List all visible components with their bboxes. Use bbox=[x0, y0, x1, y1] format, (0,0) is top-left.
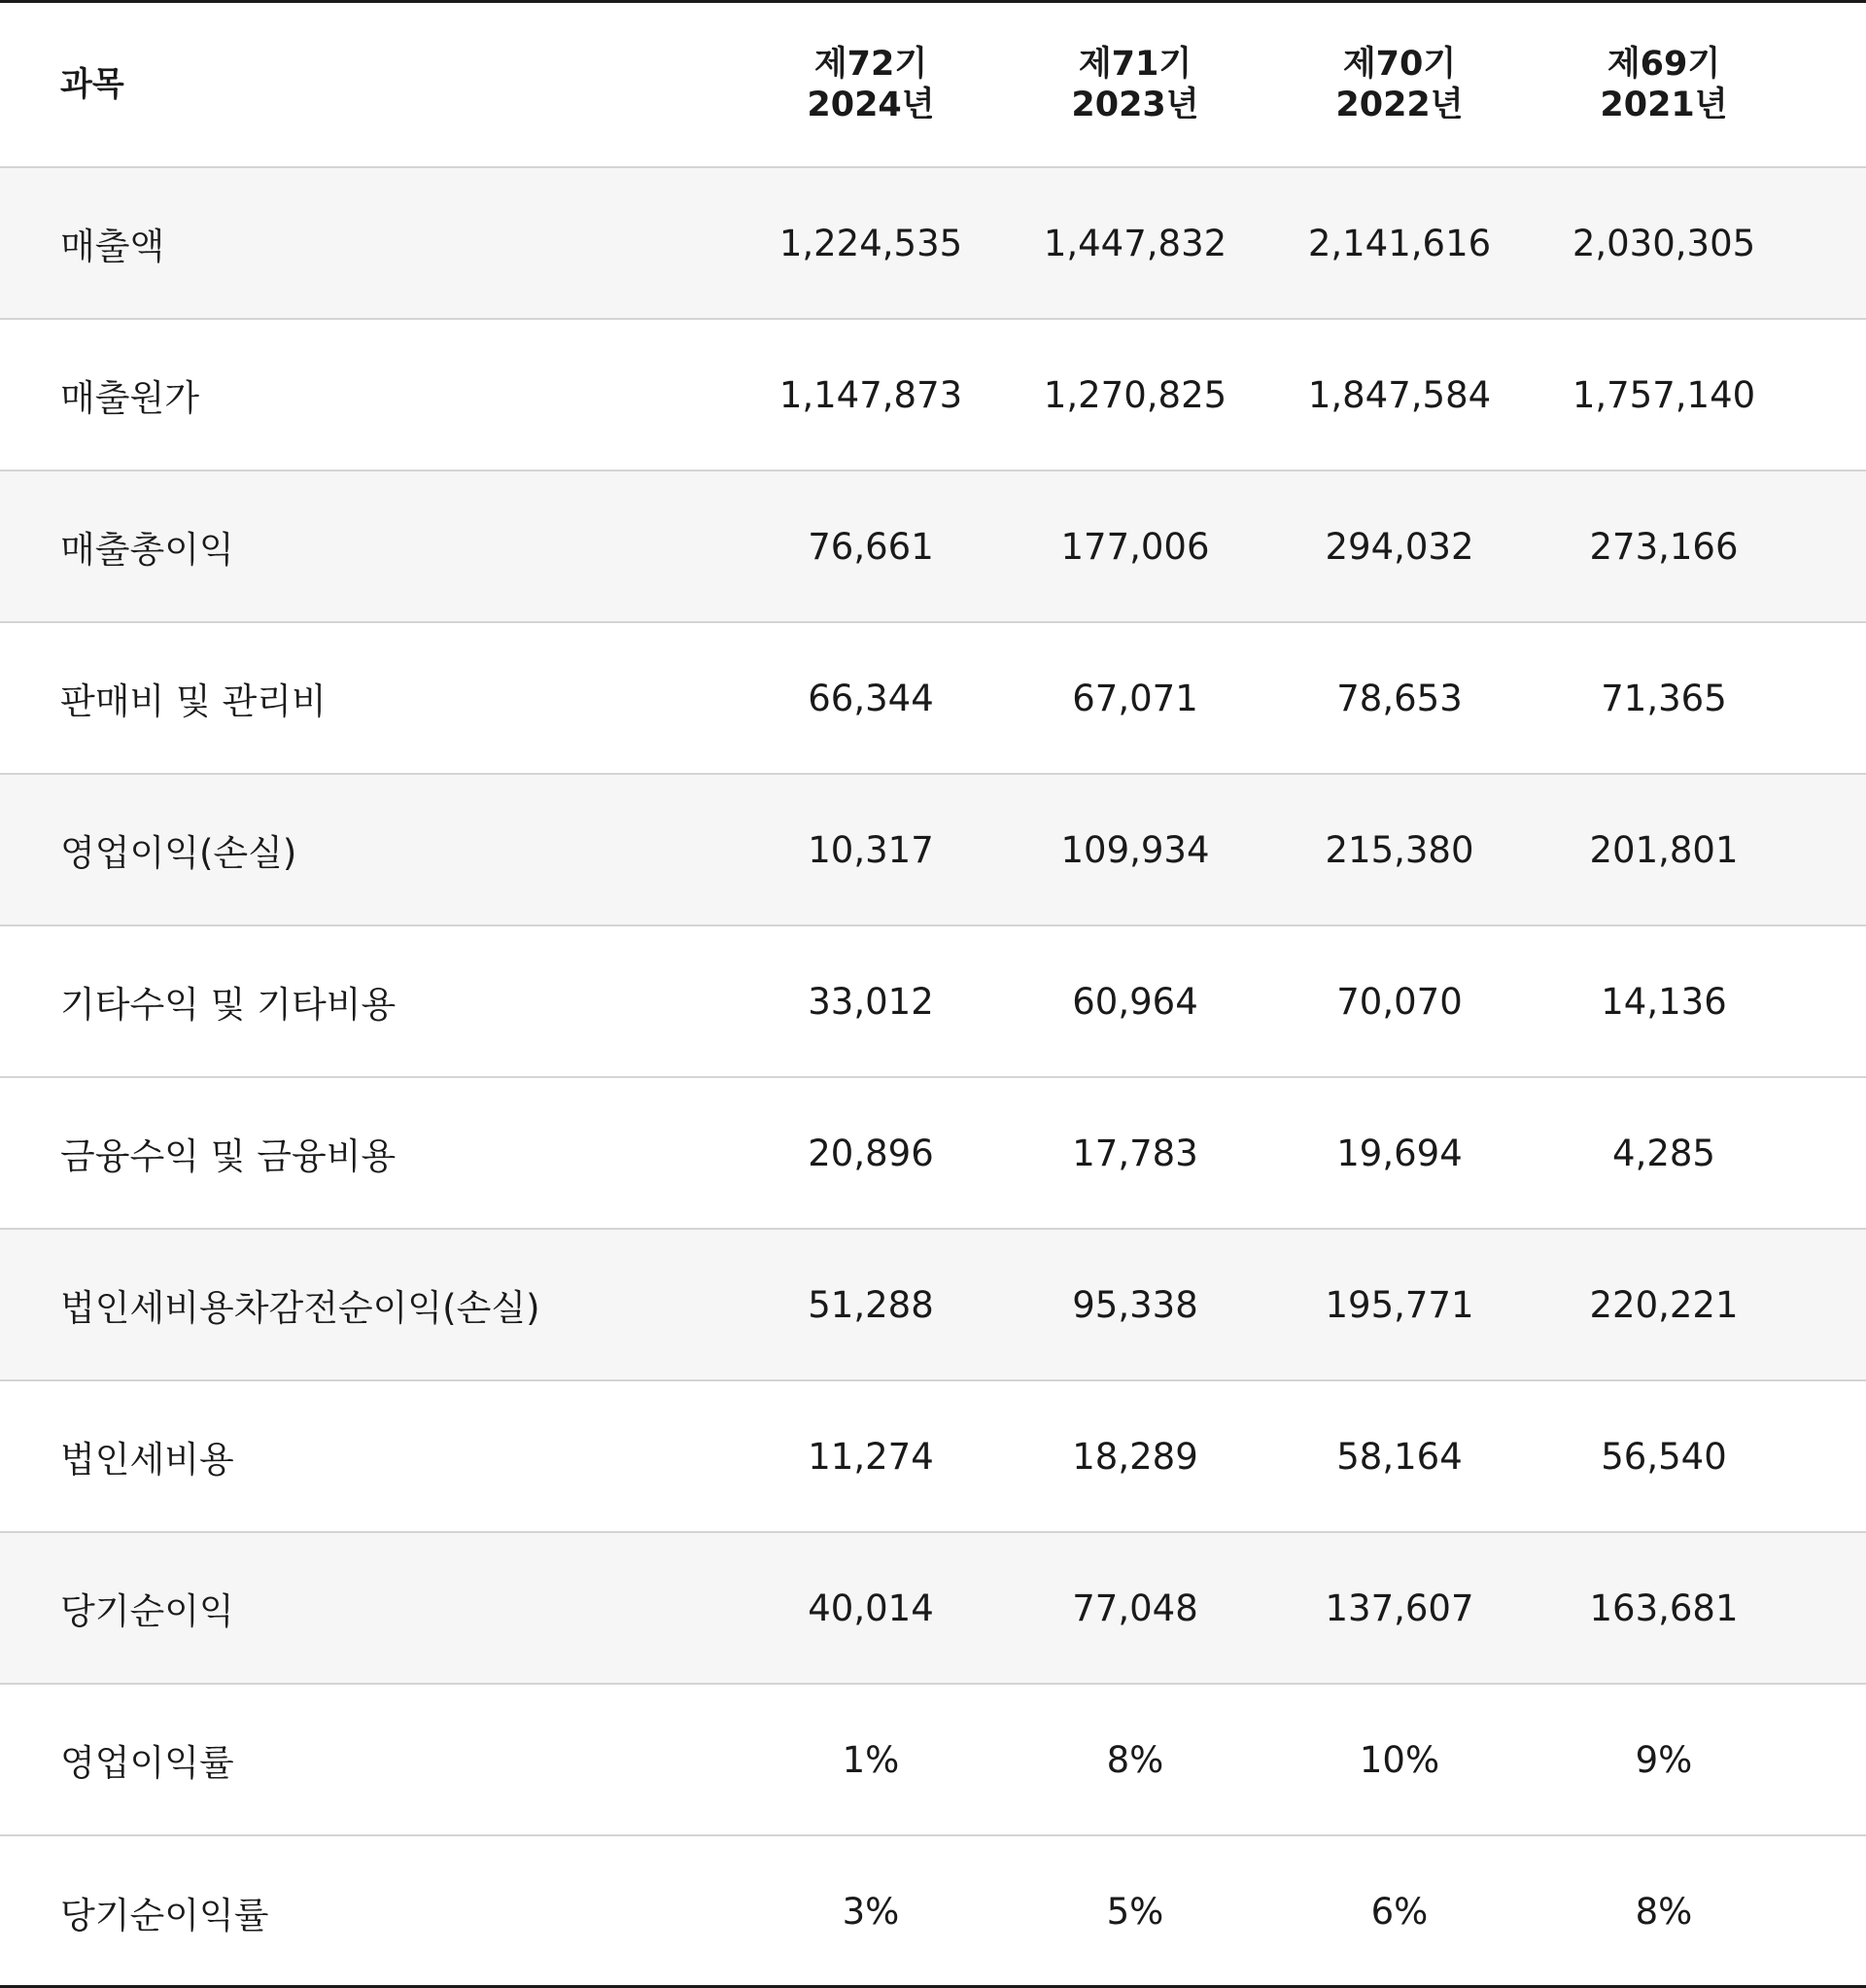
row-spacer bbox=[1796, 1229, 1866, 1380]
row-spacer bbox=[1796, 1380, 1866, 1532]
cell-2022: 2,141,616 bbox=[1267, 167, 1532, 319]
row-spacer bbox=[1796, 925, 1866, 1077]
income-statement-table bbox=[0, 3, 1866, 1987]
year-label: 2021년 bbox=[1600, 86, 1728, 124]
cell-2021: 220,221 bbox=[1532, 1229, 1796, 1380]
row-label: 매출액 bbox=[0, 167, 739, 319]
cell-2024: 1,147,873 bbox=[739, 319, 1003, 471]
row-label: 당기순이익 bbox=[0, 1532, 739, 1684]
period-label: 제69기 bbox=[1607, 45, 1721, 84]
row-label: 매출원가 bbox=[0, 319, 739, 471]
table-row bbox=[0, 167, 1866, 319]
cell-2022: 78,653 bbox=[1267, 622, 1532, 774]
cell-2024: 11,274 bbox=[739, 1380, 1003, 1532]
cell-2021: 14,136 bbox=[1532, 925, 1796, 1077]
cell-2023: 67,071 bbox=[1003, 622, 1267, 774]
table-row bbox=[0, 925, 1866, 1077]
cell-2023: 77,048 bbox=[1003, 1532, 1267, 1684]
row-spacer bbox=[1796, 167, 1866, 319]
table-row bbox=[0, 1835, 1866, 1987]
cell-2023: 1,270,825 bbox=[1003, 319, 1267, 471]
column-header-2022 bbox=[1267, 3, 1532, 167]
table-row bbox=[0, 1229, 1866, 1380]
cell-2024: 76,661 bbox=[739, 471, 1003, 622]
cell-2022: 294,032 bbox=[1267, 471, 1532, 622]
subject-column-header: 과목 bbox=[0, 3, 739, 167]
cell-2021: 9% bbox=[1532, 1684, 1796, 1835]
table-row bbox=[0, 1380, 1866, 1532]
row-spacer bbox=[1796, 622, 1866, 774]
row-spacer bbox=[1796, 471, 1866, 622]
cell-2022: 58,164 bbox=[1267, 1380, 1532, 1532]
cell-2023: 177,006 bbox=[1003, 471, 1267, 622]
table-row bbox=[0, 1684, 1866, 1835]
row-label: 영업이익률 bbox=[0, 1684, 739, 1835]
year-label: 2023년 bbox=[1071, 86, 1199, 124]
cell-2024: 33,012 bbox=[739, 925, 1003, 1077]
row-spacer bbox=[1796, 319, 1866, 471]
table-row bbox=[0, 319, 1866, 471]
row-label: 영업이익(손실) bbox=[0, 774, 739, 925]
row-label: 판매비 및 관리비 bbox=[0, 622, 739, 774]
row-spacer bbox=[1796, 1835, 1866, 1987]
row-spacer bbox=[1796, 1684, 1866, 1835]
period-label: 제70기 bbox=[1342, 45, 1457, 84]
cell-2024: 10,317 bbox=[739, 774, 1003, 925]
row-label: 기타수익 및 기타비용 bbox=[0, 925, 739, 1077]
header-spacer bbox=[1796, 3, 1866, 167]
table-header-row bbox=[0, 3, 1866, 167]
cell-2022: 70,070 bbox=[1267, 925, 1532, 1077]
cell-2024: 1% bbox=[739, 1684, 1003, 1835]
cell-2022: 137,607 bbox=[1267, 1532, 1532, 1684]
row-label: 법인세비용 bbox=[0, 1380, 739, 1532]
table-row bbox=[0, 471, 1866, 622]
table-row bbox=[0, 774, 1866, 925]
row-spacer bbox=[1796, 1532, 1866, 1684]
column-header-2021 bbox=[1532, 3, 1796, 167]
cell-2022: 10% bbox=[1267, 1684, 1532, 1835]
table-row bbox=[0, 1532, 1866, 1684]
column-header-2024 bbox=[739, 3, 1003, 167]
cell-2021: 71,365 bbox=[1532, 622, 1796, 774]
cell-2024: 66,344 bbox=[739, 622, 1003, 774]
cell-2023: 1,447,832 bbox=[1003, 167, 1267, 319]
cell-2021: 201,801 bbox=[1532, 774, 1796, 925]
cell-2023: 95,338 bbox=[1003, 1229, 1267, 1380]
cell-2024: 1,224,535 bbox=[739, 167, 1003, 319]
cell-2024: 40,014 bbox=[739, 1532, 1003, 1684]
row-spacer bbox=[1796, 1077, 1866, 1229]
column-header-2023 bbox=[1003, 3, 1267, 167]
cell-2022: 1,847,584 bbox=[1267, 319, 1532, 471]
cell-2023: 17,783 bbox=[1003, 1077, 1267, 1229]
year-label: 2024년 bbox=[807, 86, 935, 124]
cell-2021: 1,757,140 bbox=[1532, 319, 1796, 471]
cell-2021: 8% bbox=[1635, 1891, 1693, 1933]
row-spacer bbox=[1796, 774, 1866, 925]
cell-2023: 18,289 bbox=[1003, 1380, 1267, 1532]
period-label: 제71기 bbox=[1078, 45, 1192, 84]
cell-2021: 163,681 bbox=[1532, 1532, 1796, 1684]
row-label: 법인세비용차감전순이익(손실) bbox=[0, 1229, 739, 1380]
cell-2021: 4,285 bbox=[1532, 1077, 1796, 1229]
cell-2024: 3% bbox=[842, 1891, 900, 1933]
cell-2023: 8% bbox=[1003, 1684, 1267, 1835]
table-row bbox=[0, 622, 1866, 774]
table-row bbox=[0, 1077, 1866, 1229]
period-label: 제72기 bbox=[813, 45, 928, 84]
cell-2022: 19,694 bbox=[1267, 1077, 1532, 1229]
row-label: 매출총이익 bbox=[0, 471, 739, 622]
cell-2021: 2,030,305 bbox=[1532, 167, 1796, 319]
cell-2022: 195,771 bbox=[1267, 1229, 1532, 1380]
year-label: 2022년 bbox=[1335, 86, 1464, 124]
cell-2024: 20,896 bbox=[739, 1077, 1003, 1229]
row-label: 금융수익 및 금융비용 bbox=[0, 1077, 739, 1229]
cell-2022: 215,380 bbox=[1267, 774, 1532, 925]
cell-2023: 109,934 bbox=[1003, 774, 1267, 925]
cell-2023: 60,964 bbox=[1003, 925, 1267, 1077]
cell-2021: 56,540 bbox=[1532, 1380, 1796, 1532]
cell-2021: 273,166 bbox=[1532, 471, 1796, 622]
cell-2022: 6% bbox=[1370, 1891, 1429, 1933]
row-label: 당기순이익률 bbox=[60, 1894, 269, 1936]
cell-2023: 5% bbox=[1106, 1891, 1164, 1933]
cell-2024: 51,288 bbox=[739, 1229, 1003, 1380]
